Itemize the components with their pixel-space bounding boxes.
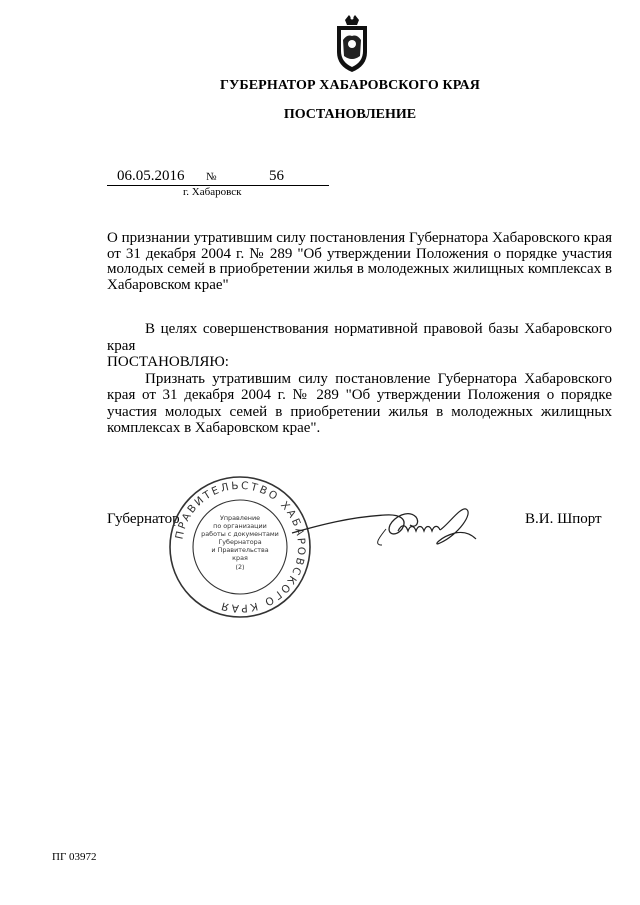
seal-line: края xyxy=(232,554,248,562)
document-place: г. Хабаровск xyxy=(183,186,242,198)
preamble-paragraph: В целях совершенствования нормативной правовой базы Хабаровского края xyxy=(107,321,612,354)
clause-paragraph: Признать утратившим силу постановление Губернатора Хабаровского края от 31 декабря 2004 г. № 289 "Об утверждении Положения о порядке участия молодых семей в приобретении жилья в молодежных жилищных комплексах в Хабаровском крае". xyxy=(107,370,612,436)
document-number: 56 xyxy=(269,168,284,184)
signatory-name: В.И. Шпорт xyxy=(525,511,602,527)
seal-ring-text: ПРАВИТЕЛЬСТВО ХАБАРОВСКОГО КРАЯ xyxy=(173,479,308,615)
seal-line: Управление xyxy=(219,514,261,522)
resolves-heading: ПОСТАНОВЛЯЮ: xyxy=(107,354,229,370)
seal-line: Губернатора xyxy=(218,538,262,546)
document-type-title: ПОСТАНОВЛЕНИЕ xyxy=(283,107,417,122)
handwritten-signature xyxy=(290,495,480,550)
organization-title: ГУБЕРНАТОР ХАБАРОВСКОГО КРАЯ xyxy=(220,78,480,93)
document-date: 06.05.2016 xyxy=(117,168,185,184)
footer-document-code: ПГ 03972 xyxy=(52,851,97,863)
number-sign: № xyxy=(206,171,217,183)
signatory-position: Губернатор xyxy=(107,511,180,527)
seal-line: по организации xyxy=(213,522,267,530)
seal-line: и Правительства xyxy=(211,546,269,554)
coat-of-arms-icon xyxy=(327,12,377,74)
document-body xyxy=(107,321,612,437)
registration-line xyxy=(107,168,329,186)
document-subject: О признании утратившим силу постановления Губернатора Хабаровского края от 31 декабря 2004 г. № 289 "Об утверждении Положения о порядке участия молодых семей в приобретении жилья в молодежных жилищных комплексах в Хабаровском крае" xyxy=(107,230,612,293)
seal-line: работы с документами xyxy=(201,530,279,538)
seal-line: (2) xyxy=(235,563,245,571)
